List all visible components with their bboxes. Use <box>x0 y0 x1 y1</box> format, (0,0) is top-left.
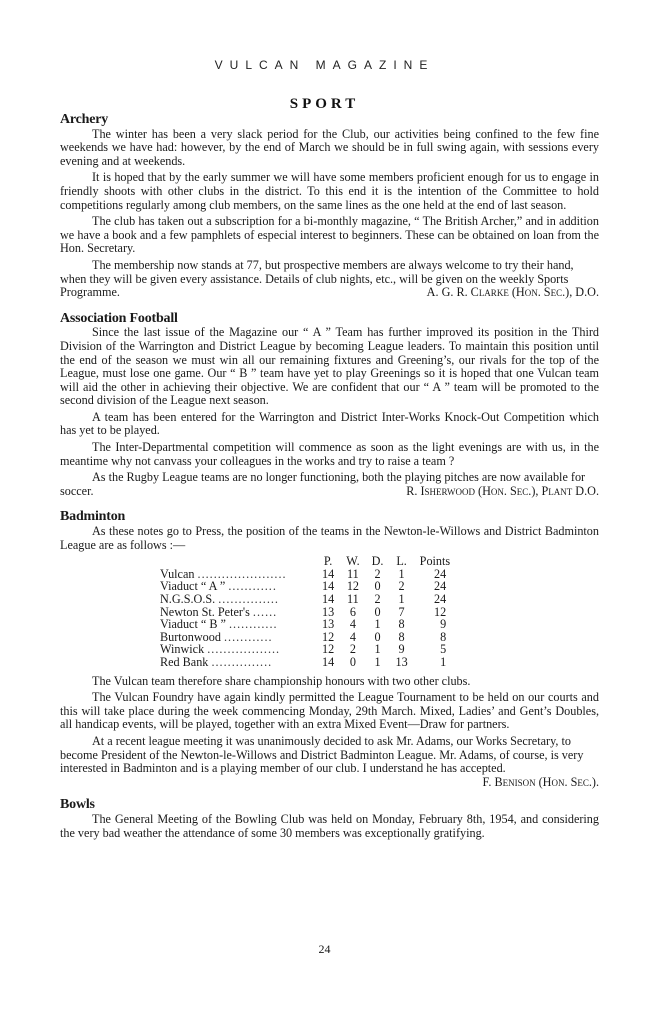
played-cell: 12 <box>322 642 335 657</box>
leader-dots: ............... <box>211 654 273 669</box>
paragraph <box>60 259 599 300</box>
paragraph-text: The membership now stands at 77, but prospective members are always welcome to try their hand, when they will be given every assistance. Details of club nights, etc., will be given on the weekly Sports Programme. <box>60 257 574 300</box>
played-cell: 14 <box>322 654 335 669</box>
team-name: Burtonwood <box>160 629 221 644</box>
team-name: Winwick <box>160 642 205 657</box>
drawn-cell: 1 <box>374 654 381 669</box>
paragraph: Since the last issue of the Magazine our “ A ” Team has further improved its position in the Third Division of the Warrington and District League by becoming League leaders. To maintain this position until the end of the season we must win all our remaining fixtures and Greening’s, our rivals for the top of the League, must lose one game. Our “ B ” team have yet to play Greenings so it is hoped that one Vulcan team will aid the other in achieving their objective. We are confident that our “ A ” team will be promoted to the second division of the League next season. <box>60 325 599 408</box>
drawn-cell: 2 <box>374 592 381 606</box>
won-cell: 12 <box>346 579 359 594</box>
played-cell: 12 <box>322 629 335 644</box>
column-header-won: W. <box>346 554 360 569</box>
drawn-cell: 1 <box>374 617 381 632</box>
won-cell: 4 <box>349 629 356 644</box>
leader-dots: ............ <box>228 617 278 632</box>
won-cell: 11 <box>347 592 359 606</box>
lost-cell: 9 <box>398 642 405 657</box>
lost-cell: 13 <box>395 654 408 669</box>
points-cell: 12 <box>433 604 447 619</box>
drawn-cell: 0 <box>374 579 381 594</box>
paragraph: The Inter-Departmental competition will commence as soon as the light evenings are with us, in the meantime why not canvass your colleagues in the works and try to raise a team ? <box>60 440 599 468</box>
paragraph: The club has taken out a subscription for a bi-monthly magazine, “ The British Archer,” and in addition we have a book and a few pamphlets of especial interest to beginners. These can be obtained on loan from the Hon. Secretary. <box>60 214 599 256</box>
points-cell: 1 <box>440 654 447 669</box>
played-cell: 14 <box>322 592 335 606</box>
section-heading: Bowls <box>60 797 95 813</box>
played-cell: 14 <box>322 579 335 594</box>
leader-dots: ...... <box>252 604 278 619</box>
points-cell: 24 <box>433 579 447 594</box>
drawn-cell: 0 <box>374 604 381 619</box>
leader-dots: ............ <box>223 629 273 644</box>
leader-dots: ...................... <box>197 566 287 581</box>
points-cell: 24 <box>433 566 447 581</box>
column-header-drawn: D. <box>371 554 384 569</box>
paragraph: The Vulcan team therefore share championship honours with two other clubs. <box>92 673 471 688</box>
played-cell: 13 <box>322 617 335 632</box>
league-table <box>160 555 456 668</box>
lost-cell: 1 <box>398 592 405 606</box>
paragraph <box>60 733 599 789</box>
won-cell: 2 <box>349 642 356 657</box>
team-name: Viaduct “ B ” <box>160 617 226 632</box>
played-cell: 13 <box>322 604 335 619</box>
lost-cell: 1 <box>398 566 405 581</box>
paragraph: The Vulcan Foundry have again kindly permitted the League Tournament to be held on our courts and this will take place during the week commencing Monday, 29th March. Mixed, Ladies’ and Gent’s Doubles, all handicap events, will be played, together with an extra Mixed Event—Draw for partners. <box>60 690 599 732</box>
section-archery <box>60 113 599 303</box>
signature: A. G. R. Clarke (Hon. Sec.), D.O. <box>426 285 599 300</box>
paragraph: A team has been entered for the Warrington and District Inter-Works Knock-Out Competition which has yet to be played. <box>60 409 599 438</box>
team-name: Newton St. Peter's <box>160 604 250 619</box>
paragraph <box>60 471 599 498</box>
paragraph: It is hoped that by the early summer we will have some members proficient enough for us to engage in friendly shoots with other clubs in the district. To this end it is the intention of the Committee to hold competitions regularly among club members, on the same lines as the one held at the end of last season. <box>60 170 599 212</box>
table-row <box>160 656 456 669</box>
column-header-points: Points <box>419 554 451 569</box>
leader-dots: ............... <box>218 592 279 606</box>
signature: R. Isherwood (Hon. Sec.), Plant D.O. <box>406 483 599 498</box>
team-cell <box>160 656 316 669</box>
leader-dots: .................. <box>207 642 281 657</box>
lost-cell: 7 <box>398 604 405 619</box>
points-cell: 9 <box>440 617 447 632</box>
section-bowls <box>60 798 599 840</box>
team-name: Red Bank <box>160 654 209 669</box>
section-heading: Badminton <box>60 509 126 525</box>
lost-cell: 8 <box>398 617 405 632</box>
drawn-cell: 2 <box>374 566 381 581</box>
lost-cell: 2 <box>398 579 405 594</box>
points-cell: 24 <box>433 592 447 606</box>
column-header-played: P. <box>323 554 333 569</box>
team-name: Vulcan <box>160 566 195 581</box>
signature: F. Benison (Hon. Sec.). <box>482 774 599 789</box>
page-number: 24 <box>318 942 331 956</box>
won-cell: 11 <box>347 566 359 581</box>
article-body <box>60 113 599 849</box>
paragraph-text: At a recent league meeting it was unanimously decided to ask Mr. Adams, our Works Secretary, to become President of the Newton-le-Willows and District Badminton League. Mr. Adams, of course, is very interested in Badminton and is a playing member of our club. I understand he has accepted. <box>60 733 584 776</box>
drawn-cell: 0 <box>374 629 381 644</box>
section-heading: Archery <box>60 112 109 127</box>
section-badminton <box>60 510 599 789</box>
drawn-cell: 1 <box>374 642 381 657</box>
points-cell: 5 <box>440 642 447 657</box>
running-head: VULCAN MAGAZINE <box>214 58 435 72</box>
team-name: Viaduct “ A ” <box>160 579 226 594</box>
paragraph: The winter has been a very slack period for the Club, our activities being confined to the few fine weekends we have had: however, by the end of March we should be in full swing again, with sessions every evening and at weekends. <box>60 126 599 168</box>
leader-dots: ............ <box>228 579 277 594</box>
lost-cell: 8 <box>398 629 405 644</box>
played-cell: 14 <box>322 566 335 581</box>
page-title: SPORT <box>289 96 360 112</box>
paragraph: The General Meeting of the Bowling Club was held on Monday, February 8th, 1954, and considering the very bad weather the attendance of some 30 members was exceptionally gratifying. <box>60 811 599 840</box>
paragraph-text: As the Rugby League teams are no longer functioning, both the playing pitches are now available for soccer. <box>60 470 586 498</box>
column-header-lost: L. <box>396 554 407 569</box>
won-cell: 6 <box>349 604 356 619</box>
points-cell: 8 <box>440 629 447 644</box>
paragraph: As these notes go to Press, the position of the teams in the Newton-le-Willows and District Badminton League are as follows :— <box>60 524 599 552</box>
won-cell: 0 <box>349 654 356 669</box>
section-football <box>60 312 599 502</box>
won-cell: 4 <box>349 617 356 632</box>
section-heading: Association Football <box>60 310 178 326</box>
team-name: N.G.S.O.S. <box>160 592 216 606</box>
